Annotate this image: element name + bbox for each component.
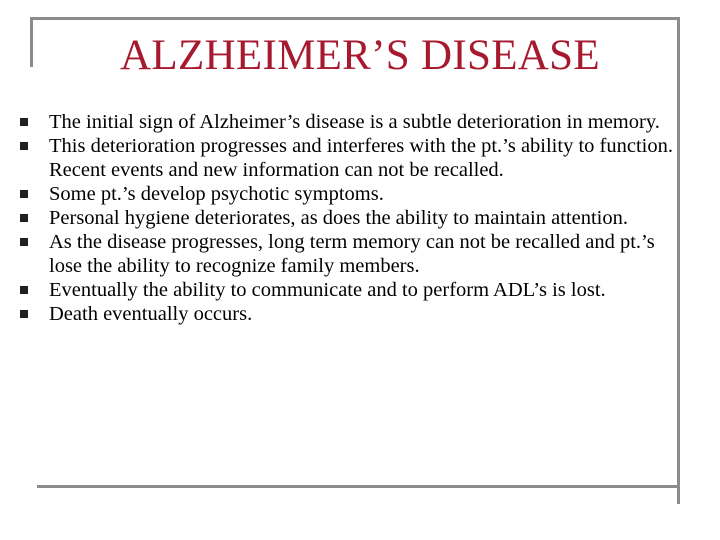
bullet-item [20,230,680,278]
slide-title: ALZHEIMER’S DISEASE [120,32,600,79]
bullet-text: As the disease progresses, long term memory can not be recalled and pt.’s lose the ability to recognize family members. [49,231,655,277]
bullet-text: Some pt.’s develop psychotic symptoms. [49,183,384,205]
bullet-item [20,278,680,302]
bullet-item [20,206,680,230]
bullet-text: Death eventually occurs. [49,303,253,325]
bullet-text: Personal hygiene deteriorates, as does the ability to maintain attention. [49,207,628,229]
frame-bottom-line [37,485,680,488]
square-bullet-icon [20,142,28,150]
bullet-item [20,302,680,326]
bullet-item [20,182,680,206]
square-bullet-icon [20,190,28,198]
square-bullet-icon [20,286,28,294]
bullet-list [20,110,680,326]
square-bullet-icon [20,118,28,126]
bullet-item [20,110,680,134]
bullet-item [20,134,680,182]
square-bullet-icon [20,214,28,222]
bullet-text: Eventually the ability to communicate and to perform ADL’s is lost. [49,279,606,301]
bullet-text: The initial sign of Alzheimer’s disease is a subtle deterioration in memory. [49,111,660,133]
frame-top-line [30,17,680,20]
square-bullet-icon [20,238,28,246]
bullet-text: This deterioration progresses and interferes with the pt.’s ability to function. Recent events and new information can not be recalled. [49,135,673,181]
square-bullet-icon [20,310,28,318]
